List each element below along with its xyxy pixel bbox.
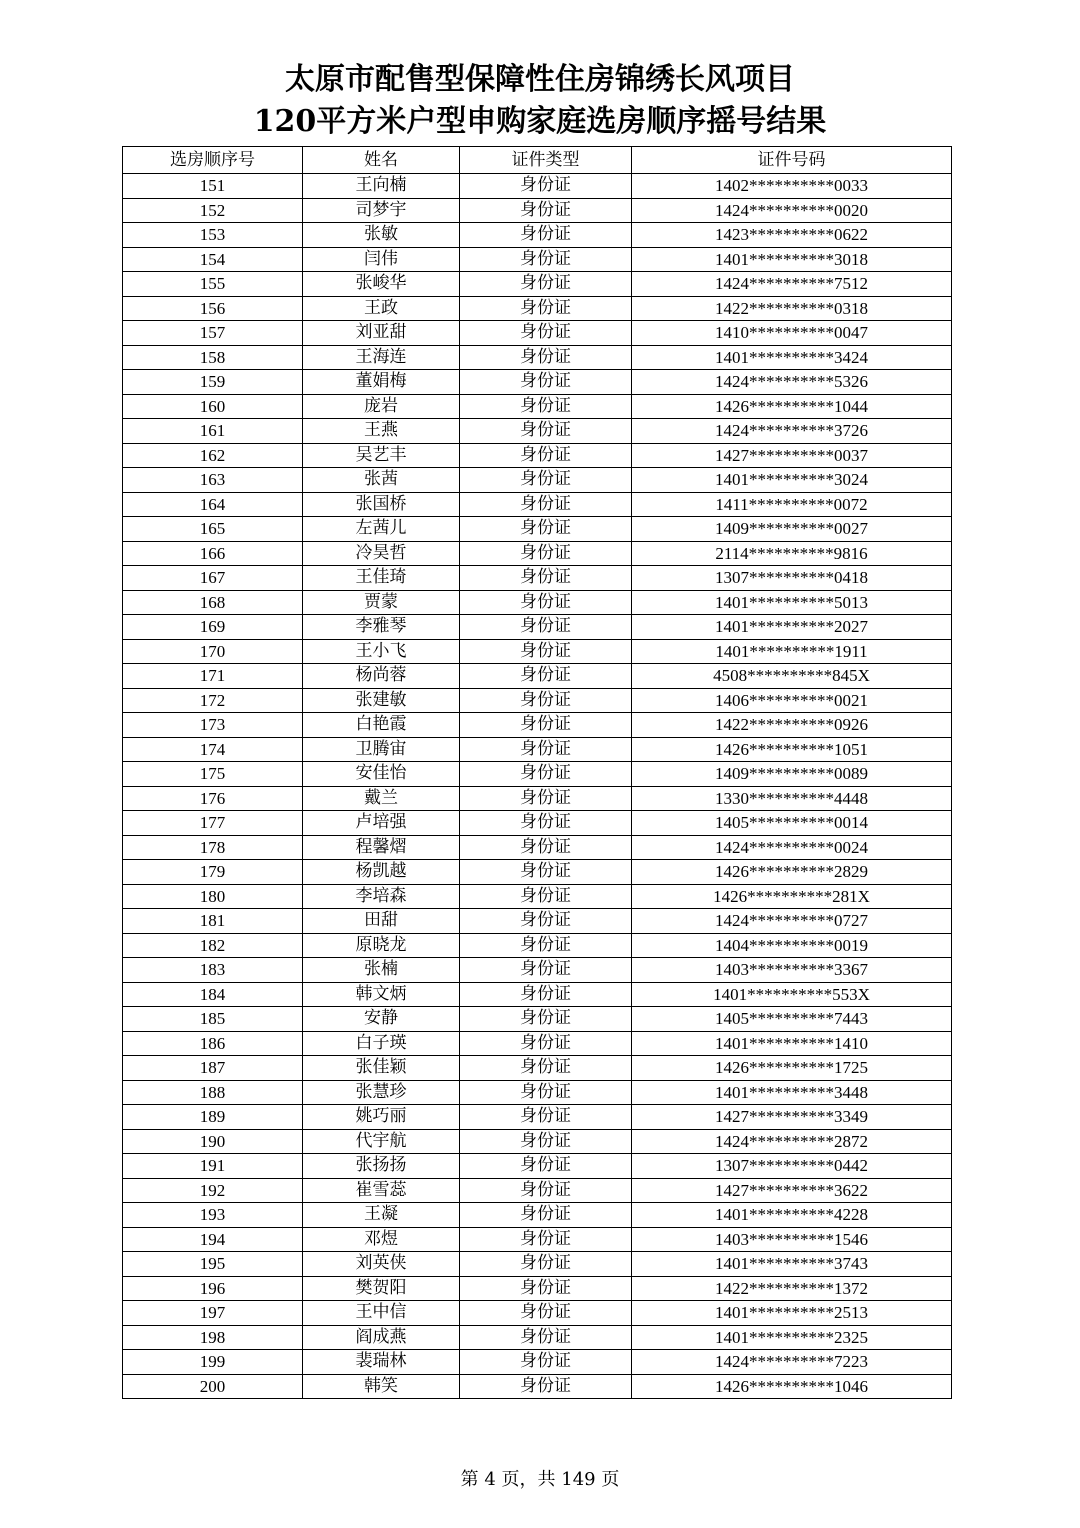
table-row	[123, 223, 952, 248]
name-cell: 韩笑	[303, 1374, 460, 1399]
sequence-cell: 187	[123, 1056, 303, 1081]
id-number-cell: 1401**********2027	[632, 615, 952, 640]
id-type-cell: 身份证	[460, 786, 632, 811]
header-sequence: 选房顺序号	[123, 147, 303, 174]
sequence-cell: 168	[123, 590, 303, 615]
id-number-cell: 1403**********1546	[632, 1227, 952, 1252]
name-cell: 张国桥	[303, 492, 460, 517]
id-type-cell: 身份证	[460, 566, 632, 591]
table-row	[123, 958, 952, 983]
table-row	[123, 664, 952, 689]
id-type-cell: 身份证	[460, 1178, 632, 1203]
id-type-cell: 身份证	[460, 370, 632, 395]
sequence-cell: 154	[123, 247, 303, 272]
sequence-cell: 185	[123, 1007, 303, 1032]
id-number-cell: 1409**********0089	[632, 762, 952, 787]
name-cell: 白子瑛	[303, 1031, 460, 1056]
id-number-cell: 1409**********0027	[632, 517, 952, 542]
name-cell: 杨凯越	[303, 860, 460, 885]
table-row	[123, 174, 952, 199]
name-cell: 王海连	[303, 345, 460, 370]
table-row	[123, 272, 952, 297]
table-body	[123, 174, 952, 1399]
id-type-cell: 身份证	[460, 664, 632, 689]
name-cell: 董娟梅	[303, 370, 460, 395]
id-number-cell: 1422**********0318	[632, 296, 952, 321]
id-type-cell: 身份证	[460, 198, 632, 223]
id-type-cell: 身份证	[460, 1154, 632, 1179]
table-row	[123, 688, 952, 713]
table-row	[123, 860, 952, 885]
id-type-cell: 身份证	[460, 737, 632, 762]
sequence-cell: 191	[123, 1154, 303, 1179]
sequence-cell: 197	[123, 1301, 303, 1326]
table-row	[123, 615, 952, 640]
sequence-cell: 194	[123, 1227, 303, 1252]
table-row	[123, 1350, 952, 1375]
name-cell: 王小飞	[303, 639, 460, 664]
sequence-cell: 182	[123, 933, 303, 958]
name-cell: 贾蒙	[303, 590, 460, 615]
sequence-cell: 192	[123, 1178, 303, 1203]
id-number-cell: 1426**********1044	[632, 394, 952, 419]
name-cell: 吴艺丰	[303, 443, 460, 468]
table-row	[123, 1056, 952, 1081]
id-type-cell: 身份证	[460, 835, 632, 860]
id-number-cell: 1411**********0072	[632, 492, 952, 517]
name-cell: 韩文炳	[303, 982, 460, 1007]
id-number-cell: 1401**********5013	[632, 590, 952, 615]
id-type-cell: 身份证	[460, 1276, 632, 1301]
id-type-cell: 身份证	[460, 174, 632, 199]
table-row	[123, 811, 952, 836]
name-cell: 张敏	[303, 223, 460, 248]
id-number-cell: 1422**********0926	[632, 713, 952, 738]
name-cell: 张楠	[303, 958, 460, 983]
id-number-cell: 1401**********3424	[632, 345, 952, 370]
name-cell: 原晓龙	[303, 933, 460, 958]
name-cell: 刘亚甜	[303, 321, 460, 346]
id-number-cell: 1402**********0033	[632, 174, 952, 199]
sequence-cell: 151	[123, 174, 303, 199]
name-cell: 代宇航	[303, 1129, 460, 1154]
id-type-cell: 身份证	[460, 1227, 632, 1252]
table-row	[123, 1374, 952, 1399]
sequence-cell: 198	[123, 1325, 303, 1350]
id-number-cell: 1424**********0024	[632, 835, 952, 860]
table-row	[123, 1252, 952, 1277]
id-number-cell: 1403**********3367	[632, 958, 952, 983]
id-number-cell: 1307**********0418	[632, 566, 952, 591]
id-number-cell: 1426**********1725	[632, 1056, 952, 1081]
name-cell: 姚巧丽	[303, 1105, 460, 1130]
sequence-cell: 158	[123, 345, 303, 370]
table-row	[123, 713, 952, 738]
sequence-cell: 196	[123, 1276, 303, 1301]
sequence-cell: 183	[123, 958, 303, 983]
id-number-cell: 1401**********1410	[632, 1031, 952, 1056]
id-number-cell: 1401**********3448	[632, 1080, 952, 1105]
sequence-cell: 181	[123, 909, 303, 934]
id-type-cell: 身份证	[460, 639, 632, 664]
sequence-cell: 188	[123, 1080, 303, 1105]
name-cell: 王凝	[303, 1203, 460, 1228]
sequence-cell: 155	[123, 272, 303, 297]
sequence-cell: 190	[123, 1129, 303, 1154]
table-row	[123, 1301, 952, 1326]
id-type-cell: 身份证	[460, 296, 632, 321]
name-cell: 张佳颖	[303, 1056, 460, 1081]
id-type-cell: 身份证	[460, 762, 632, 787]
name-cell: 张建敏	[303, 688, 460, 713]
table-row	[123, 762, 952, 787]
table-row	[123, 394, 952, 419]
sequence-cell: 165	[123, 517, 303, 542]
name-cell: 闫伟	[303, 247, 460, 272]
id-number-cell: 1401**********2325	[632, 1325, 952, 1350]
sequence-cell: 152	[123, 198, 303, 223]
id-type-cell: 身份证	[460, 247, 632, 272]
id-number-cell: 1426**********2829	[632, 860, 952, 885]
id-type-cell: 身份证	[460, 982, 632, 1007]
sequence-cell: 157	[123, 321, 303, 346]
id-number-cell: 1330**********4448	[632, 786, 952, 811]
sequence-cell: 160	[123, 394, 303, 419]
table-row	[123, 492, 952, 517]
name-cell: 张茜	[303, 468, 460, 493]
sequence-cell: 172	[123, 688, 303, 713]
id-number-cell: 1422**********1372	[632, 1276, 952, 1301]
id-number-cell: 1426**********1046	[632, 1374, 952, 1399]
id-number-cell: 1424**********5326	[632, 370, 952, 395]
name-cell: 崔雪蕊	[303, 1178, 460, 1203]
id-type-cell: 身份证	[460, 1007, 632, 1032]
name-cell: 邓煜	[303, 1227, 460, 1252]
id-type-cell: 身份证	[460, 590, 632, 615]
sequence-cell: 173	[123, 713, 303, 738]
id-number-cell: 1404**********0019	[632, 933, 952, 958]
sequence-cell: 179	[123, 860, 303, 885]
sequence-cell: 180	[123, 884, 303, 909]
id-type-cell: 身份证	[460, 345, 632, 370]
id-number-cell: 4508**********845X	[632, 664, 952, 689]
name-cell: 王政	[303, 296, 460, 321]
id-type-cell: 身份证	[460, 1080, 632, 1105]
name-cell: 王燕	[303, 419, 460, 444]
id-type-cell: 身份证	[460, 1252, 632, 1277]
table-row	[123, 419, 952, 444]
sequence-cell: 166	[123, 541, 303, 566]
name-cell: 王佳琦	[303, 566, 460, 591]
name-cell: 司梦宇	[303, 198, 460, 223]
table-row	[123, 1178, 952, 1203]
id-number-cell: 1424**********7223	[632, 1350, 952, 1375]
table-row	[123, 909, 952, 934]
table-row	[123, 1129, 952, 1154]
id-number-cell: 1406**********0021	[632, 688, 952, 713]
id-type-cell: 身份证	[460, 443, 632, 468]
id-type-cell: 身份证	[460, 1374, 632, 1399]
name-cell: 王中信	[303, 1301, 460, 1326]
table-row	[123, 517, 952, 542]
table-row	[123, 1325, 952, 1350]
table-row	[123, 933, 952, 958]
id-type-cell: 身份证	[460, 713, 632, 738]
id-number-cell: 1401**********3024	[632, 468, 952, 493]
id-type-cell: 身份证	[460, 958, 632, 983]
table-row	[123, 1080, 952, 1105]
table-row	[123, 1105, 952, 1130]
name-cell: 刘英侠	[303, 1252, 460, 1277]
table-row	[123, 1227, 952, 1252]
id-number-cell: 1426**********1051	[632, 737, 952, 762]
table-row	[123, 1276, 952, 1301]
table-row	[123, 884, 952, 909]
id-number-cell: 1424**********7512	[632, 272, 952, 297]
id-type-cell: 身份证	[460, 1129, 632, 1154]
name-cell: 张峻华	[303, 272, 460, 297]
id-type-cell: 身份证	[460, 909, 632, 934]
id-number-cell: 1401**********2513	[632, 1301, 952, 1326]
name-cell: 杨尚蓉	[303, 664, 460, 689]
id-type-cell: 身份证	[460, 492, 632, 517]
name-cell: 田甜	[303, 909, 460, 934]
id-type-cell: 身份证	[460, 419, 632, 444]
name-cell: 安静	[303, 1007, 460, 1032]
name-cell: 卫腾宙	[303, 737, 460, 762]
id-type-cell: 身份证	[460, 933, 632, 958]
table-row	[123, 639, 952, 664]
sequence-cell: 169	[123, 615, 303, 640]
name-cell: 冷昊哲	[303, 541, 460, 566]
id-number-cell: 2114**********9816	[632, 541, 952, 566]
id-type-cell: 身份证	[460, 615, 632, 640]
lottery-result-table	[122, 146, 952, 1399]
id-type-cell: 身份证	[460, 688, 632, 713]
name-cell: 戴兰	[303, 786, 460, 811]
table-row	[123, 1031, 952, 1056]
table-row	[123, 296, 952, 321]
id-type-cell: 身份证	[460, 1031, 632, 1056]
table-row	[123, 541, 952, 566]
table-header-row	[123, 147, 952, 174]
sequence-cell: 193	[123, 1203, 303, 1228]
sequence-cell: 184	[123, 982, 303, 1007]
table-row	[123, 1007, 952, 1032]
id-type-cell: 身份证	[460, 394, 632, 419]
sequence-cell: 170	[123, 639, 303, 664]
id-number-cell: 1424**********0727	[632, 909, 952, 934]
sequence-cell: 164	[123, 492, 303, 517]
id-number-cell: 1424**********0020	[632, 198, 952, 223]
id-type-cell: 身份证	[460, 468, 632, 493]
sequence-cell: 189	[123, 1105, 303, 1130]
id-number-cell: 1307**********0442	[632, 1154, 952, 1179]
table-row	[123, 468, 952, 493]
id-number-cell: 1405**********0014	[632, 811, 952, 836]
sequence-cell: 177	[123, 811, 303, 836]
table-row	[123, 198, 952, 223]
table-row	[123, 737, 952, 762]
sequence-cell: 163	[123, 468, 303, 493]
name-cell: 程馨熠	[303, 835, 460, 860]
name-cell: 李雅琴	[303, 615, 460, 640]
id-type-cell: 身份证	[460, 1350, 632, 1375]
id-type-cell: 身份证	[460, 321, 632, 346]
id-number-cell: 1401**********3743	[632, 1252, 952, 1277]
sequence-cell: 186	[123, 1031, 303, 1056]
sequence-cell: 171	[123, 664, 303, 689]
sequence-cell: 153	[123, 223, 303, 248]
name-cell: 王向楠	[303, 174, 460, 199]
sequence-cell: 162	[123, 443, 303, 468]
name-cell: 安佳怡	[303, 762, 460, 787]
id-type-cell: 身份证	[460, 1301, 632, 1326]
name-cell: 白艳霞	[303, 713, 460, 738]
header-name: 姓名	[303, 147, 460, 174]
table-row	[123, 1203, 952, 1228]
sequence-cell: 174	[123, 737, 303, 762]
sequence-cell: 167	[123, 566, 303, 591]
table-row	[123, 786, 952, 811]
table-row	[123, 345, 952, 370]
id-number-cell: 1426**********281X	[632, 884, 952, 909]
table-row	[123, 1154, 952, 1179]
id-type-cell: 身份证	[460, 860, 632, 885]
id-type-cell: 身份证	[460, 1325, 632, 1350]
table-row	[123, 370, 952, 395]
id-type-cell: 身份证	[460, 811, 632, 836]
id-type-cell: 身份证	[460, 541, 632, 566]
id-number-cell: 1401**********553X	[632, 982, 952, 1007]
sequence-cell: 199	[123, 1350, 303, 1375]
sequence-cell: 159	[123, 370, 303, 395]
sequence-cell: 175	[123, 762, 303, 787]
table-row	[123, 443, 952, 468]
sequence-cell: 195	[123, 1252, 303, 1277]
id-type-cell: 身份证	[460, 223, 632, 248]
document-title: 太原市配售型保障性住房锦绣长风项目	[285, 62, 795, 97]
sequence-cell: 161	[123, 419, 303, 444]
table-row	[123, 566, 952, 591]
id-number-cell: 1427**********0037	[632, 443, 952, 468]
id-number-cell: 1424**********3726	[632, 419, 952, 444]
name-cell: 裴瑞林	[303, 1350, 460, 1375]
name-cell: 卢培强	[303, 811, 460, 836]
id-number-cell: 1410**********0047	[632, 321, 952, 346]
id-number-cell: 1401**********4228	[632, 1203, 952, 1228]
sequence-cell: 176	[123, 786, 303, 811]
id-type-cell: 身份证	[460, 272, 632, 297]
sequence-cell: 200	[123, 1374, 303, 1399]
name-cell: 李培森	[303, 884, 460, 909]
id-type-cell: 身份证	[460, 1105, 632, 1130]
name-cell: 左茜儿	[303, 517, 460, 542]
name-cell: 樊贺阳	[303, 1276, 460, 1301]
id-type-cell: 身份证	[460, 884, 632, 909]
id-number-cell: 1405**********7443	[632, 1007, 952, 1032]
document-subtitle: 120平方米户型申购家庭选房顺序摇号结果	[253, 104, 827, 139]
name-cell: 张扬扬	[303, 1154, 460, 1179]
sequence-cell: 178	[123, 835, 303, 860]
id-type-cell: 身份证	[460, 1056, 632, 1081]
header-id-number: 证件号码	[632, 147, 952, 174]
id-number-cell: 1427**********3349	[632, 1105, 952, 1130]
page-footer: 第 4 页，共 149 页	[460, 1469, 620, 1490]
id-number-cell: 1427**********3622	[632, 1178, 952, 1203]
id-number-cell: 1424**********2872	[632, 1129, 952, 1154]
name-cell: 张慧珍	[303, 1080, 460, 1105]
name-cell: 庞岩	[303, 394, 460, 419]
id-type-cell: 身份证	[460, 517, 632, 542]
id-type-cell: 身份证	[460, 1203, 632, 1228]
table-row	[123, 982, 952, 1007]
table-row	[123, 835, 952, 860]
sequence-cell: 156	[123, 296, 303, 321]
id-number-cell: 1401**********3018	[632, 247, 952, 272]
id-number-cell: 1401**********1911	[632, 639, 952, 664]
header-id-type: 证件类型	[460, 147, 632, 174]
name-cell: 阎成燕	[303, 1325, 460, 1350]
id-number-cell: 1423**********0622	[632, 223, 952, 248]
table-row	[123, 590, 952, 615]
table-row	[123, 321, 952, 346]
table-row	[123, 247, 952, 272]
